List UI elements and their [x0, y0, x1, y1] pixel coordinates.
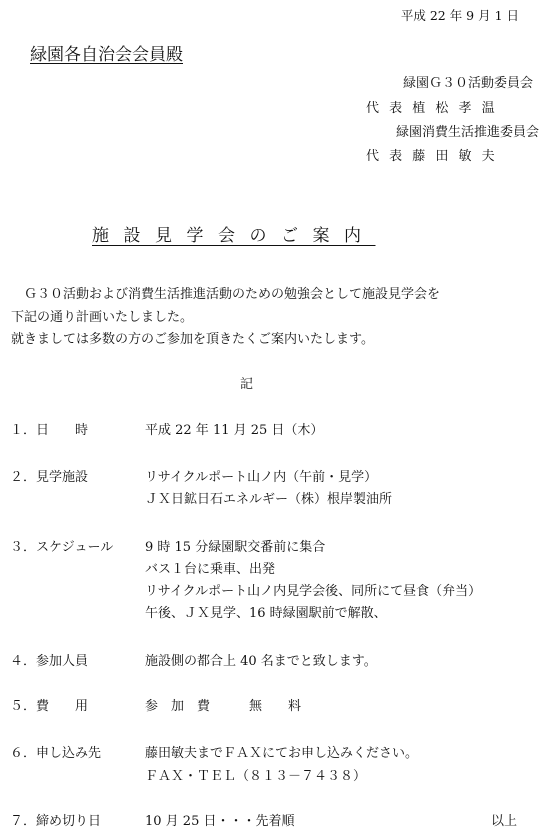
item-value-deadline: 10 月 25 日・・・先着順 [145, 814, 295, 829]
sender-org-1: 緑園Ｇ３０活動委員会 [402, 76, 533, 91]
item-value-date: 平成 22 年 11 月 25 日（木） [145, 423, 324, 438]
sender-rep-1: 代 表 植 松 孝 温 [366, 101, 498, 116]
sender-rep-2: 代 表 藤 田 敏 夫 [366, 149, 498, 164]
body-line-1: Ｇ３０活動および消費生活推進活動のための勉強会として施設見学会を [11, 287, 441, 302]
item-value-participants: 施設側の都合上 40 名までと致します。 [145, 654, 377, 669]
body-line-3: 就きましては多数の方のご参加を頂きたくご案内いたします。 [11, 332, 374, 347]
item-label-participants: ４．参加人員 [10, 654, 89, 669]
item-value-schedule-3: リサイクルポート山ノ内見学会後、同所にて昼食（弁当） [145, 584, 482, 599]
sender-org-2: 緑園消費生活推進委員会 [395, 125, 539, 140]
item-label-schedule: ３．スケジュール [10, 540, 114, 555]
item-value-contact-1: 藤田敏夫までＦＡＸにてお申し込みください。 [145, 746, 419, 761]
item-label-deadline: ７．締め切り日 [10, 814, 102, 829]
item-label-date: １．日 時 [10, 423, 89, 438]
item-value-schedule-4: 午後、ＪＸ見学、16 時緑園駅前で解散、 [145, 606, 387, 621]
closing-mark: 以上 [490, 814, 517, 829]
item-label-facility: ２．見学施設 [10, 470, 89, 485]
item-value-schedule-1: 9 時 15 分緑園駅交番前に集合 [145, 540, 326, 555]
item-value-contact-2: ＦＡＸ・ＴＥＬ（８１３－７４３８） [145, 769, 367, 784]
item-value-facility-2: ＪＸ日鉱日石エネルギー（株）根岸製油所 [145, 492, 393, 507]
item-label-contact: ６．申し込み先 [10, 746, 102, 761]
item-value-facility-1: リサイクルポート山ノ内（午前・見学） [145, 470, 378, 485]
document-date: 平成 22 年 9 月 1 日 [400, 8, 519, 23]
addressee: 緑園各自治会会員殿 [30, 45, 183, 65]
item-value-fee: 参 加 費 無 料 [145, 699, 302, 714]
ki-heading: 記 [240, 377, 254, 392]
item-value-schedule-2: バス１台に乗車、出発 [145, 562, 276, 577]
body-line-2: 下記の通り計画いたしました。 [11, 310, 194, 325]
item-label-fee: ５．費 用 [10, 699, 89, 714]
document-title: 施設見学会のご案内 [92, 226, 376, 246]
